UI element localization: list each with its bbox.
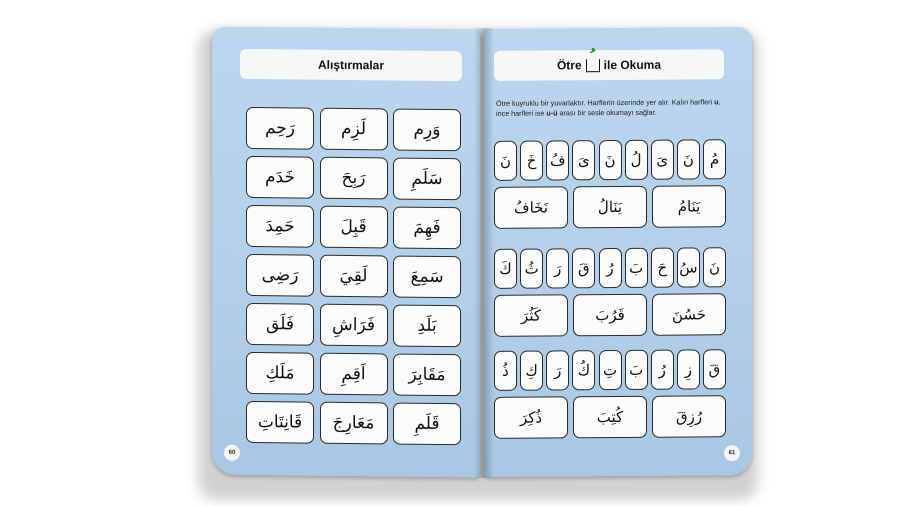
right-page — [484, 27, 752, 477]
letter-card: ذُ — [494, 351, 517, 391]
word-card: رَضِى — [246, 254, 314, 297]
word-card: رُزِقَ — [652, 395, 726, 438]
page-number-left: 60 — [224, 445, 240, 461]
letter-card: ىَ — [572, 140, 595, 180]
word-card: فَرَاشِ — [320, 304, 388, 347]
letter-card: زِ — [677, 349, 700, 389]
word-card: يَنَالُ — [573, 186, 647, 229]
word-card: يَنَامُ — [652, 185, 726, 228]
letter-card: قَ — [572, 248, 595, 288]
word-row — [494, 293, 726, 337]
left-page — [212, 27, 480, 478]
word-card: حَمِدَ — [246, 205, 314, 248]
right-page-title — [494, 49, 724, 81]
word-card: حَسُنَ — [652, 293, 726, 336]
word-card: قَرُبَ — [573, 294, 647, 337]
letter-row — [494, 139, 726, 181]
letter-group — [494, 349, 726, 439]
word-card: مَقَابِرَ — [393, 353, 461, 396]
letter-card: نَ — [494, 141, 517, 181]
letter-card: رَ — [546, 248, 569, 288]
word-card: مَلَكِ — [246, 352, 314, 395]
letter-card: خَ — [520, 141, 543, 181]
exercise-row — [246, 401, 461, 445]
exercise-row — [246, 352, 461, 396]
word-card: كَثُرَ — [494, 294, 568, 337]
book-gutter — [474, 28, 494, 478]
letter-card: سُ — [677, 247, 700, 287]
letter-card: ثُ — [520, 249, 543, 289]
letter-card: مُ — [703, 139, 726, 179]
letter-group — [494, 139, 726, 229]
letter-card: رَ — [546, 350, 569, 390]
exercise-grid — [246, 107, 461, 452]
word-card: ذُكِرَ — [494, 396, 568, 439]
word-card: مَعَارِجَ — [320, 402, 388, 445]
word-card: قَبِلَ — [320, 206, 388, 249]
description-bold: u-ü — [546, 108, 558, 118]
exercise-row — [246, 156, 461, 200]
description-text: , ince harfleri ise — [496, 97, 721, 118]
letter-card: رُ — [651, 350, 674, 390]
page-number-right: 61 — [724, 445, 740, 461]
description-text: arası bir sesle okumayı sağlar. — [557, 107, 657, 118]
letter-card: قَ — [703, 349, 726, 389]
letter-card: تِ — [599, 350, 622, 390]
description-bold: u — [714, 97, 719, 107]
word-card: لَقِيَ — [320, 255, 388, 298]
letter-card: رُ — [599, 248, 622, 288]
word-card: سَمِعَ — [393, 255, 461, 298]
letter-card: بَ — [625, 248, 648, 288]
exercise-row — [246, 107, 461, 151]
word-row — [494, 185, 726, 229]
description-text: Ötre kuyruklu bir yuvarlaktır. Harflerin üzerinde yer alır. Kalın harfleri — [496, 97, 715, 108]
letter-card: كِ — [520, 351, 543, 391]
exercise-row — [246, 254, 461, 298]
word-card: بَلَدِ — [393, 304, 461, 347]
letter-row — [494, 247, 726, 289]
otre-symbol-box — [586, 59, 600, 72]
word-card: رَحِم — [246, 107, 314, 150]
letter-card: بَ — [625, 350, 648, 390]
letter-group — [494, 247, 726, 337]
word-card: فَلَق — [246, 303, 314, 346]
word-card: وَرِم — [393, 108, 461, 151]
title-prefix: Ötre — [556, 58, 582, 73]
word-card: كُتِبَ — [573, 396, 647, 439]
letter-row — [494, 349, 726, 391]
exercise-row — [246, 303, 461, 347]
word-card: سَلَمِ — [393, 157, 461, 200]
word-card: قَانِتَاتِ — [246, 401, 314, 444]
word-row — [494, 395, 726, 439]
word-card: نَخَافُ — [494, 186, 568, 229]
exercise-row — [246, 205, 461, 249]
title-suffix: ile Okuma — [603, 57, 662, 73]
letter-card: نَ — [599, 140, 622, 180]
letter-card: فُ — [546, 140, 569, 180]
letter-card: كَ — [494, 249, 517, 289]
letter-card: نَ — [677, 139, 700, 179]
left-page-title: Alıştırmalar — [240, 49, 462, 81]
word-card: لَزِم — [320, 108, 388, 151]
word-card: خَدَم — [246, 156, 314, 199]
letter-card: لُ — [625, 140, 648, 180]
letter-card: ىَ — [651, 140, 674, 180]
word-card: رَبِحَ — [320, 157, 388, 200]
word-card: اَقِمِ — [320, 353, 388, 396]
word-card: قَلَمِ — [393, 402, 461, 445]
letter-card: نَ — [703, 247, 726, 287]
letter-card: كُ — [572, 350, 595, 390]
description — [496, 97, 724, 119]
word-card: فَهِمَ — [393, 206, 461, 249]
letter-card: حَ — [651, 248, 674, 288]
